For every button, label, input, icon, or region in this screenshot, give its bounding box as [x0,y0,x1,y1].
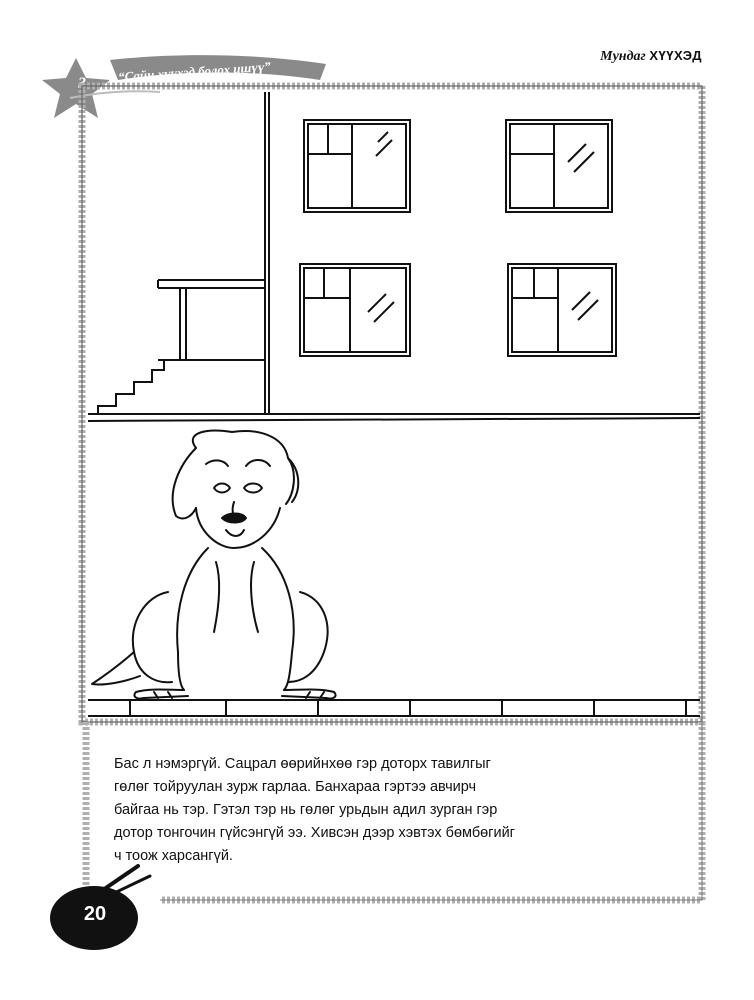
window-bottom-left [300,264,410,356]
series-title: “Сайн хүүхэд болох ишүү” [117,58,272,85]
staircase [98,280,265,414]
story-line: Бас л нэмэргүй. Сацрал өөрийнхөө гэр доторх тавилгыг [114,756,491,772]
publisher-name: ХҮҮХЭД [649,48,702,63]
brush-icon [100,866,138,892]
brush-icon [108,876,150,896]
sidewalk-curb [88,700,700,716]
window-top-right [506,120,612,212]
story-line: ч тоож харсангүй. [114,848,233,864]
chapter-number: 3 [78,75,86,92]
story-line: байгаа нь тэр. Гэтэл тэр нь гөлөг урьдын адил зурган гэр [114,802,498,818]
puppy [92,431,336,699]
window-bottom-right [508,264,616,356]
publisher-script-word: Мундаг [600,49,646,64]
story-line: дотор тонгочин гүйсэнгүй ээ. Хивсэн дээр хэвтэх бөмбөгийг [114,825,515,841]
window-top-left [304,120,410,212]
page-number: 20 [83,903,107,925]
story-line: гөлөг тойруулан зурж гарлаа. Банхараа гэртээ авчирч [114,779,477,795]
coloring-illustration [88,92,700,720]
story-text [114,753,674,868]
